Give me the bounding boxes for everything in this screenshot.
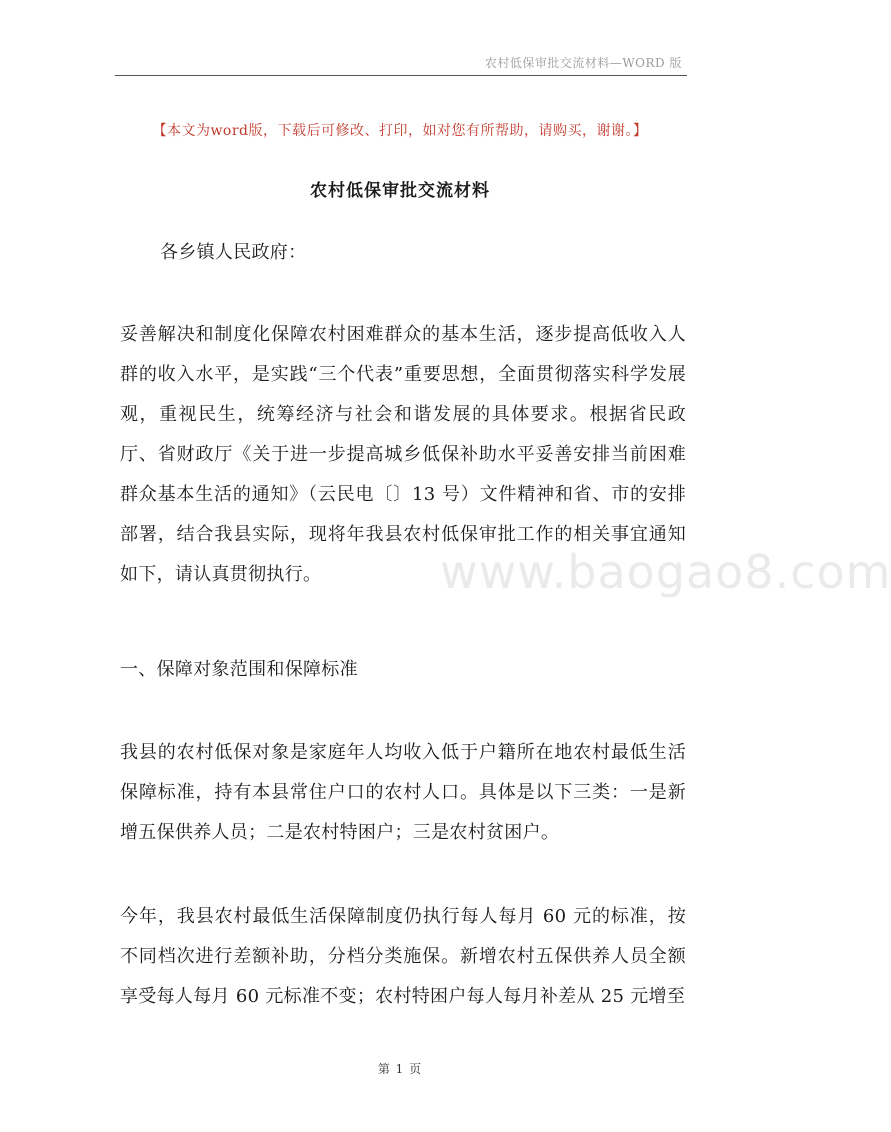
page-number: 第 1 页 (377, 1062, 423, 1076)
section-heading-1: 一、保障对象范围和保障标准 (120, 659, 358, 680)
salutation: 各乡镇人民政府： (160, 242, 307, 263)
watermark: www.baogao8.com (440, 545, 891, 599)
purchase-notice: 【本文为word版，下载后可修改、打印，如对您有所帮助，请购买，谢谢。】 (152, 123, 648, 139)
body-paragraph-2: 我县的农村低保对象是家庭年人均收入低于户籍所在地农村最低生活保障标准，持有本县常住户口的农村人口。具体是以下三类：一是新增五保供养人员；二是农村特困户；三是农村贫困户。 (120, 742, 686, 843)
header-divider (115, 75, 687, 76)
document-title: 农村低保审批交流材料 (310, 181, 490, 201)
running-header: 农村低保审批交流材料—WORD 版 (484, 56, 682, 70)
body-paragraph-1: 妥善解决和制度化保障农村困难群众的基本生活，逐步提高低收入人群的收入水平，是实践“三个代表”重要思想，全面贯彻落实科学发展观，重视民生，统筹经济与社会和谐发展的具体要求。根据省民政厅、省财政厅《关于进一步提高城乡低保补助水平妥善安排当前困难群众基本生活的通知》（云民电〔〕13 号）文件精神和省、市的安排部署，结合我县实际，现将年我县农村低保审批工作的相关事宜通知如下，请认真贯彻执行。 (120, 324, 686, 585)
body-paragraph-3: 今年，我县农村最低生活保障制度仍执行每人每月 60 元的标准，按不同档次进行差额补助，分档分类施保。新增农村五保供养人员全额享受每人每月 60 元标准不变；农村特困户每人每月补差从 25 元增至 (120, 906, 686, 1007)
